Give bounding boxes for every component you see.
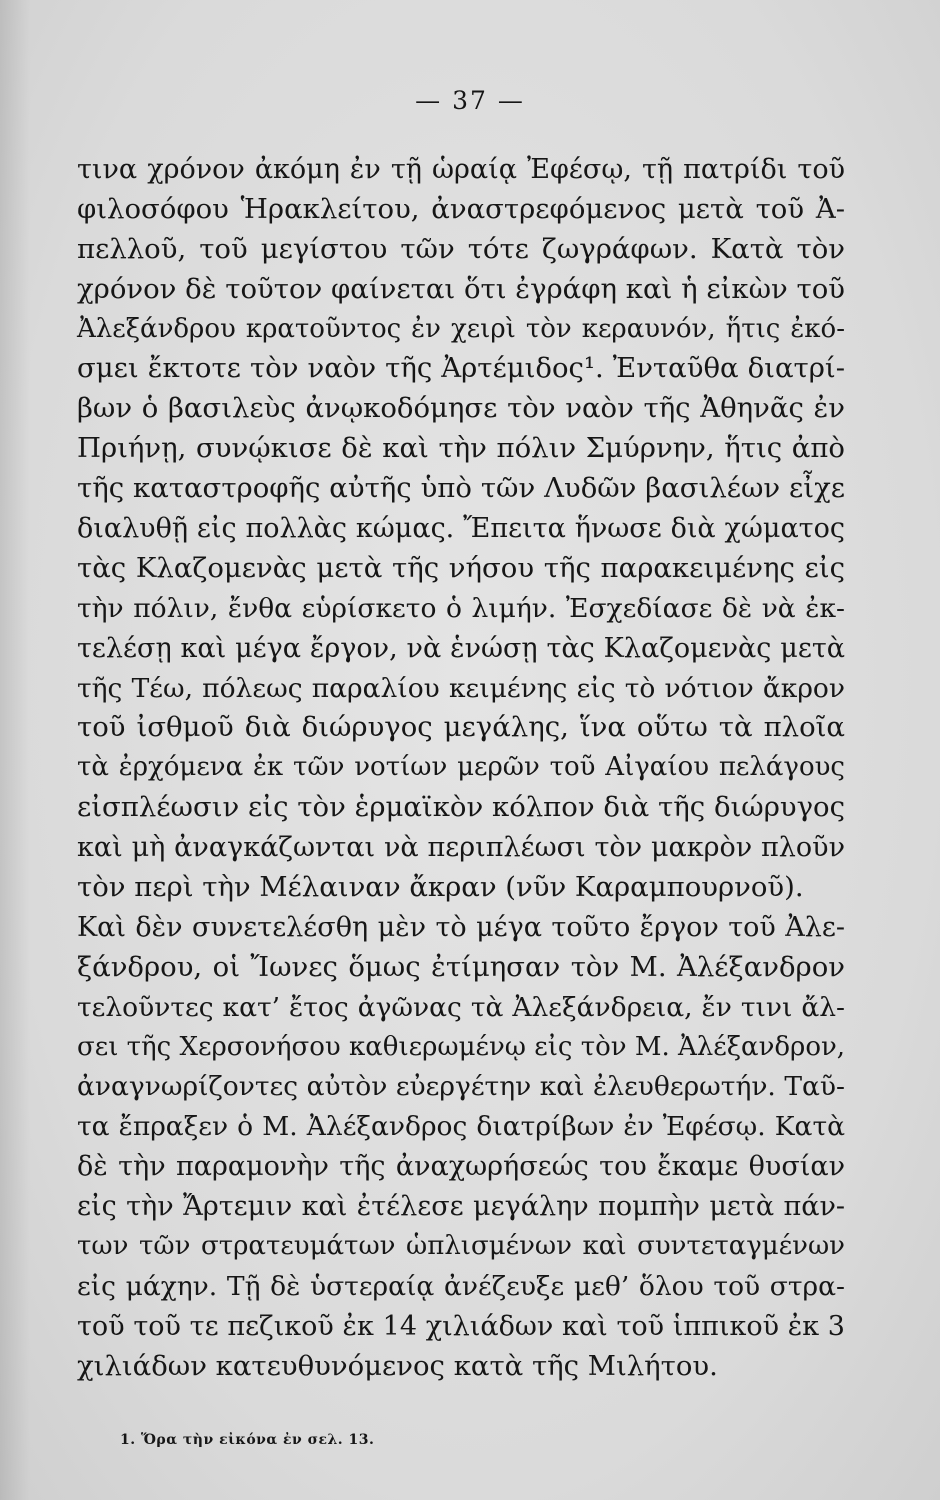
page-number: — 37 — (415, 86, 525, 115)
text-line-23: σει τῆς Χερσονήσου καθιερωμένῳ εἰς τὸν Μ. Ἀλέξανδρον, (77, 1031, 846, 1062)
text-line-6: σμει ἔκτοτε τὸν ναὸν τῆς Ἀρτέμιδος¹. Ἐνταῦθα διατρί- (77, 352, 845, 385)
text-line-21: ξάνδρου, οἱ Ἴωνες ὅμως ἐτίμησαν τὸν Μ. Ἀλέξανδρον (77, 950, 845, 983)
body-text (77, 150, 845, 1387)
text-line-17: εἰσπλέωσιν εἰς τὸν ἑρμαϊκὸν κόλπον διὰ τῆς διώρυγος (77, 791, 845, 824)
text-line-15: τοῦ ἰσθμοῦ διὰ διώρυγος μεγάλης, ἵνα οὕτω τὰ πλοῖα (77, 711, 845, 744)
text-line-12: τὴν πόλιν, ἔνθα εὑρίσκετο ὁ λιμήν. Ἐσχεδίασε δὲ νὰ ἐκ- (77, 592, 845, 624)
page-edge-shadow (0, 0, 30, 1500)
text-line-9: τῆς καταστροφῆς αὐτῆς ὑπὸ τῶν Λυδῶν βασιλέων εἶχε (77, 472, 845, 505)
text-line-13: τελέσῃ καὶ μέγα ἔργον, νὰ ἑνώσῃ τὰς Κλαζομενὰς μετὰ (77, 632, 845, 664)
text-line-28: των τῶν στρατευμάτων ὡπλισμένων καὶ συντεταγμένων (77, 1231, 845, 1262)
text-line-11: τὰς Κλαζομενὰς μετὰ τῆς νήσου τῆς παρακειμένης εἰς (77, 551, 845, 584)
text-line-4: χρόνον δὲ τοῦτον φαίνεται ὅτι ἐγράφη καὶ ἡ εἰκὼν τοῦ (77, 272, 845, 305)
text-line-31: χιλιάδων κατευθυνόμενος κατὰ τῆς Μιλήτου. (77, 1349, 718, 1382)
text-line-5: Ἀλεξάνδρου κρατοῦντος ἐν χειρὶ τὸν κεραυνόν, ἥτις ἐκό- (77, 313, 845, 344)
footnote: 1. Ὅρα τὴν εἰκόνα ἐν σελ. 13. (120, 1432, 375, 1448)
text-line-22: τελοῦντες κατ’ ἔτος ἀγῶνας τὰ Ἀλεξάνδρεια, ἔν τινι ἄλ- (77, 991, 845, 1023)
text-line-8: Πριήνῃ, συνῴκισε δὲ καὶ τὴν πόλιν Σμύρνην, ἥτις ἀπὸ (77, 432, 845, 465)
text-line-1: τινα χρόνον ἀκόμη ἐν τῇ ὡραίᾳ Ἐφέσῳ, τῇ πατρίδι τοῦ (77, 154, 845, 185)
text-line-30: τοῦ τοῦ τε πεζικοῦ ἐκ 14 χιλιάδων καὶ τοῦ ἱππικοῦ ἐκ 3 (77, 1310, 845, 1342)
text-line-24: ἀναγνωρίζοντες αὐτὸν εὐεργέτην καὶ ἐλευθερωτήν. Ταῦ- (77, 1071, 845, 1103)
text-line-26: δὲ τὴν παραμονὴν τῆς ἀναχωρήσεώς του ἔκαμε θυσίαν (77, 1151, 845, 1183)
text-line-3: πελλοῦ, τοῦ μεγίστου τῶν τότε ζωγράφων. Κατὰ τὸν (77, 232, 845, 265)
text-line-7: βων ὁ βασιλεὺς ἀνῳκοδόμησε τὸν ναὸν τῆς Ἀθηνᾶς ἐν (77, 392, 845, 425)
text-line-18: καὶ μὴ ἀναγκάζωνται νὰ περιπλέωσι τὸν μακρὸν πλοῦν (77, 832, 845, 864)
text-line-16: τὰ ἐρχόμενα ἐκ τῶν νοτίων μερῶν τοῦ Αἰγαίου πελάγους (77, 752, 845, 783)
text-line-27: εἰς τὴν Ἄρτεμιν καὶ ἐτέλεσε μεγάλην πομπὴν μετὰ πάν- (77, 1191, 845, 1223)
text-line-10: διαλυθῇ εἰς πολλὰς κώμας. Ἔπειτα ἥνωσε διὰ χώματος (77, 513, 845, 545)
text-line-20: Καὶ δὲν συνετελέσθη μὲν τὸ μέγα τοῦτο ἔργον τοῦ Ἀλε- (77, 911, 845, 943)
text-line-14: τῆς Τέω, πόλεως παραλίου κειμένης εἰς τὸ νότιον ἄκρον (77, 672, 845, 704)
text-line-29: εἰς μάχην. Τῇ δὲ ὑστεραίᾳ ἀνέζευξε μεθ’ ὅλου τοῦ στρα- (77, 1270, 845, 1302)
text-line-25: τα ἔπραξεν ὁ Μ. Ἀλέξανδρος διατρίβων ἐν Ἐφέσῳ. Κατὰ (77, 1111, 845, 1143)
text-line-2: φιλοσόφου Ἡρακλείτου, ἀναστρεφόμενος μετὰ τοῦ Ἀ- (77, 192, 845, 225)
text-line-19: τὸν περὶ τὴν Μέλαιναν ἄκραν (νῦν Καραμπουρνοῦ). (77, 871, 804, 904)
